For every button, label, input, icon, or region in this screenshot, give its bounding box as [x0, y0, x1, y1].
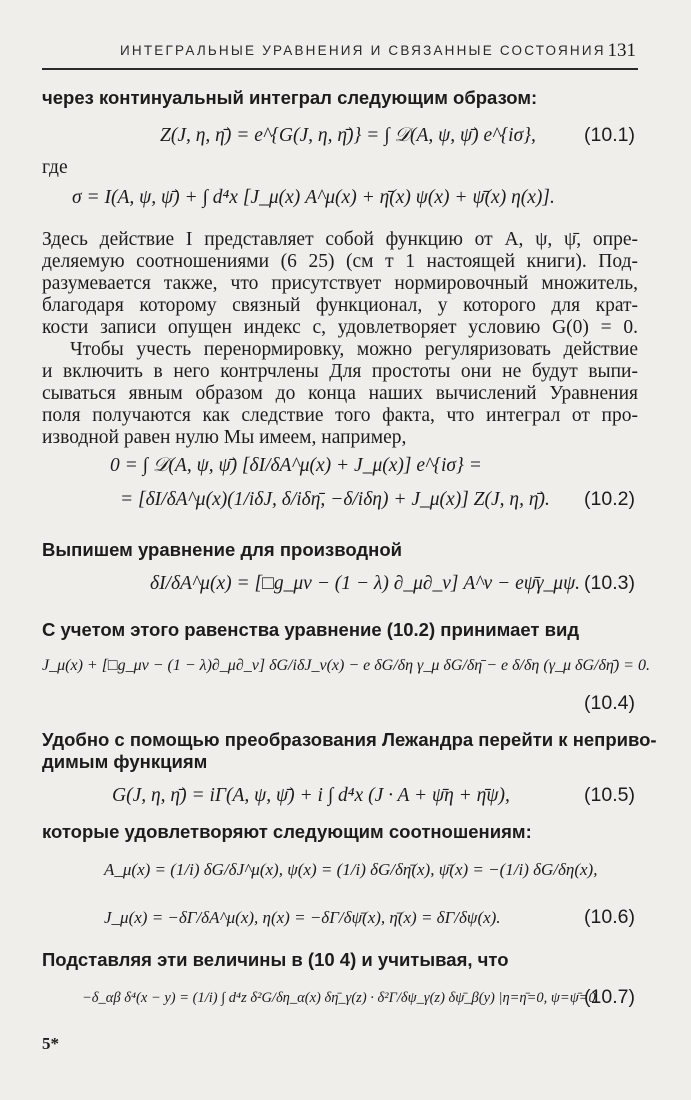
paragraph-line: Удобно с помощью преобразования Лежандра перейти к неприво-: [42, 729, 657, 750]
equation-number-10-3: (10.3): [584, 572, 635, 594]
paragraph-line: сываться явным образом до конца наших вычислений Уравнения: [42, 383, 638, 404]
paragraph-line: поля получаются как следствие того факта, что интеграл от про-: [42, 405, 638, 426]
equation-10-6-line-2: J_μ(x) = −δΓ/δA^μ(x), η(x) = −δΓ/δψ̄(x), η̄(x) = δΓ/δψ(x).: [104, 908, 501, 927]
header-rule: [42, 68, 638, 70]
equation-10-2-line-1: 0 = ∫ 𝒟(A, ψ, ψ̄) [δI/δA^μ(x) + J_μ(x)] e^{iσ} =: [110, 455, 482, 476]
equation-10-4: J_μ(x) + [□g_μν − (1 − λ)∂_μ∂_ν] δG/iδJ_ν(x) − e δG/δη γ_μ δG/δη̄ − e δ/δη (γ_μ δG/δη̄) = 0.: [42, 657, 650, 674]
paragraph-line: Чтобы учесть перенормировку, можно регуляризовать действие: [70, 339, 638, 360]
equation-number-10-5: (10.5): [584, 784, 635, 806]
running-head: ИНТЕГРАЛЬНЫЕ УРАВНЕНИЯ И СВЯЗАННЫЕ СОСТОЯНИЯ: [120, 43, 606, 58]
paragraph-equation-form: С учетом этого равенства уравнение (10.2) принимает вид: [42, 619, 580, 640]
equation-number-10-1: (10.1): [584, 124, 635, 146]
page-number: 131: [607, 40, 636, 61]
paragraph-line: благодаря которому связный функционал, у которого для крат-: [42, 295, 638, 316]
paragraph-line: и включить в него контрчлены Для простоты они не будут выпи-: [42, 361, 638, 382]
equation-number-10-4: (10.4): [584, 692, 635, 714]
signature-mark: 5*: [42, 1034, 59, 1053]
paragraph-substitution: Подставляя эти величины в (10 4) и учитывая, что: [42, 949, 509, 970]
equation-number-10-7: (10.7): [584, 986, 635, 1008]
equation-10-5: G(J, η, η̄) = iΓ(A, ψ, ψ̄) + i ∫ d⁴x (J · A + ψ̄η + η̄ψ),: [112, 785, 510, 806]
equation-10-3: δI/δA^μ(x) = [□g_μν − (1 − λ) ∂_μ∂_ν] A^ν − eψ̄γ_μψ.: [150, 573, 581, 594]
paragraph-relations: которые удовлетворяют следующим соотношениям:: [42, 821, 532, 842]
page-header: [120, 40, 640, 66]
paragraph-derivative: Выпишем уравнение для производной: [42, 539, 402, 560]
paragraph-line: деляемую соотношениями (6 25) (см т 1 настоящей книги). Под-: [42, 251, 638, 272]
equation-10-1: Z(J, η, η̄) = e^{G(J, η, η̄)} = ∫ 𝒟(A, ψ, ψ̄) e^{iσ},: [160, 125, 536, 146]
paragraph-line: димым функциям: [42, 751, 208, 772]
equation-10-7: −δ_αβ δ⁴(x − y) = (1/i) ∫ d⁴z δ²G/δη_α(x) δη̄_γ(z) · δ²Γ/δψ_γ(z) δψ̄_β(y) |η=η̄=0, ψ=ψ̄=0: [82, 990, 596, 1006]
paragraph-line: изводной равен нулю Мы имеем, например,: [42, 427, 407, 448]
equation-number-10-6: (10.6): [584, 906, 635, 928]
paragraph-line: Здесь действие I представляет собой функцию от A, ψ, ψ̄, опре-: [42, 229, 638, 250]
equation-number-10-2: (10.2): [584, 488, 635, 510]
sigma-definition: σ = I(A, ψ, ψ̄) + ∫ d⁴x [J_μ(x) A^μ(x) + η̄(x) ψ(x) + ψ̄(x) η(x)].: [72, 187, 555, 208]
equation-10-2-line-2: = [δI/δA^μ(x)(1/iδJ, δ/iδη̄, −δ/iδη) + J_μ(x)] Z(J, η, η̄).: [120, 489, 550, 510]
equation-10-6-line-1: A_μ(x) = (1/i) δG/δJ^μ(x), ψ(x) = (1/i) δG/δη̄(x), ψ̄(x) = −(1/i) δG/δη(x),: [104, 860, 598, 879]
paragraph-line: разумевается также, что присутствует нормировочный множитель,: [42, 273, 638, 294]
paragraph-intro: через континуальный интеграл следующим образом:: [42, 87, 538, 108]
paragraph-line: кости записи опущен индекс c, удовлетворяет условию G(0) = 0.: [42, 317, 638, 338]
where-label: где: [42, 157, 68, 178]
